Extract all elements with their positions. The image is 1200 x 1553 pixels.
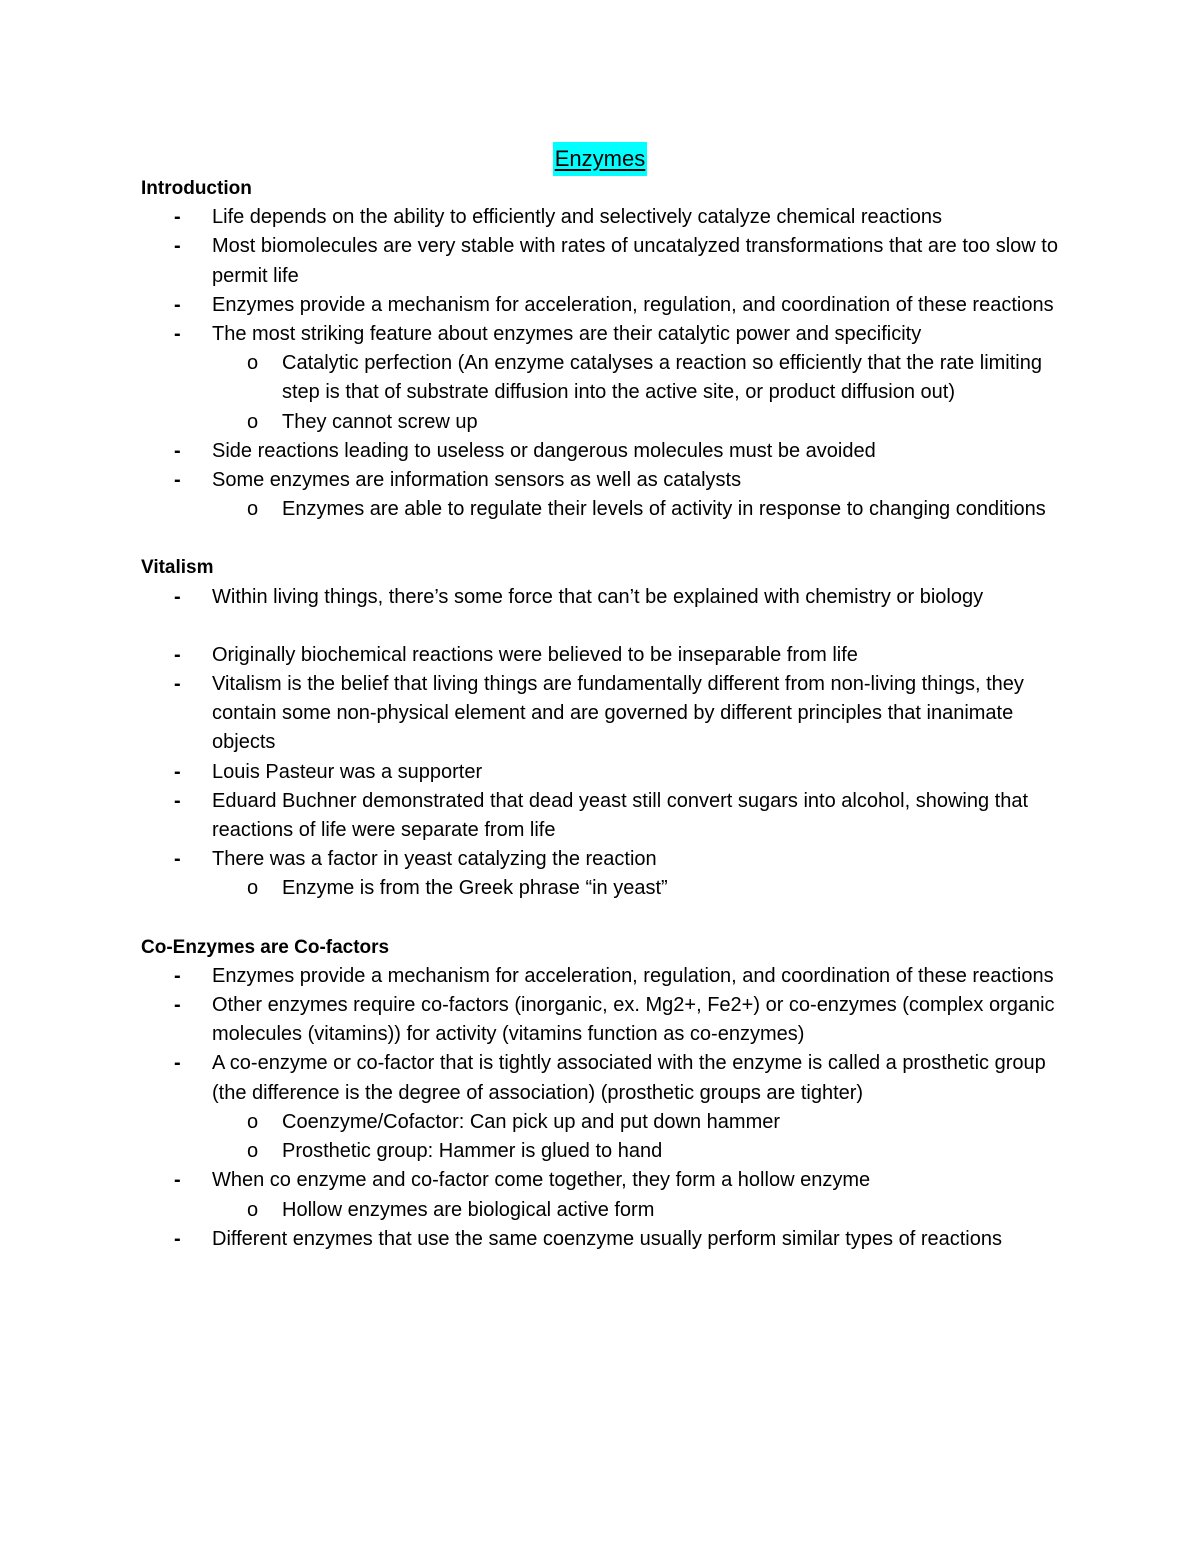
page-title: Enzymes [553, 142, 647, 176]
bullet-dash: - [174, 293, 181, 316]
list-item-text: They cannot screw up [282, 410, 478, 433]
title-wrap [0, 142, 1200, 176]
list-item [141, 670, 1081, 758]
blank-line [141, 612, 1081, 641]
sub-list-item [141, 408, 1081, 437]
list-item-text: Within living things, there’s some force that can’t be explained with chemistry or biology [212, 585, 984, 608]
bullet-dash: - [174, 585, 181, 608]
bullet-circle: o [247, 498, 259, 521]
bullet-dash: - [174, 323, 181, 346]
bullet-dash: - [174, 848, 181, 871]
list-item-text: There was a factor in yeast catalyzing the reaction [212, 848, 657, 871]
list-item [141, 787, 1081, 845]
list-item-text: Coenzyme/Cofactor: Can pick up and put down hammer [282, 1110, 781, 1133]
list-item-text: Different enzymes that use the same coenzyme usually perform similar types of reactions [212, 1227, 1002, 1250]
list-item-text: Enzymes are able to regulate their levels of activity in response to changing conditions [282, 498, 1046, 521]
section-spacer [141, 524, 1081, 553]
bullet-dash: - [174, 1169, 181, 1192]
list-item [141, 466, 1081, 495]
list-item-text: The most striking feature about enzymes are their catalytic power and specificity [212, 323, 922, 346]
bullet-dash: - [174, 760, 181, 783]
sub-list-item [141, 1108, 1081, 1137]
section-heading-coenzymes: Co-Enzymes are Co-factors [141, 936, 390, 958]
sub-list-item [141, 874, 1081, 903]
list-item [141, 1049, 1081, 1107]
bullet-dash: - [174, 673, 181, 696]
list-item [141, 641, 1081, 670]
list-item [141, 991, 1081, 1049]
section-heading-introduction: Introduction [141, 178, 252, 199]
list-item-text: Originally biochemical reactions were believed to be inseparable from life [212, 643, 858, 666]
list-item-text: Enzymes provide a mechanism for acceleration, regulation, and coordination of these reactions [212, 964, 1054, 987]
list-item-text: Some enzymes are information sensors as well as catalysts [212, 469, 742, 492]
list-item [141, 203, 1081, 232]
list-item-text: Other enzymes require co-factors (inorganic, ex. Mg2+, Fe2+) or co-enzymes (complex organic molecules (vitamins)) for activity (vitamins function as co-enzymes) [212, 994, 1055, 1046]
bullet-dash: - [174, 964, 181, 987]
bullet-dash: - [174, 235, 181, 258]
list-item [141, 1225, 1081, 1254]
list-item-text: Most biomolecules are very stable with rates of uncatalyzed transformations that are too slow to permit life [212, 235, 1058, 287]
bullet-dash: - [174, 789, 181, 812]
list-item-text: Life depends on the ability to efficiently and selectively catalyze chemical reactions [212, 206, 943, 229]
bullet-circle: o [247, 877, 259, 900]
sub-list-item [141, 495, 1081, 524]
bullet-circle: o [247, 1198, 259, 1221]
list-item-text: When co enzyme and co-factor come together, they form a hollow enzyme [212, 1169, 871, 1192]
list-item [141, 962, 1081, 991]
list-item-text: A co-enzyme or co-factor that is tightly associated with the enzyme is called a prosthetic group (the difference is the degree of association) (prosthetic groups are tighter) [212, 1052, 1046, 1104]
bullet-dash: - [174, 469, 181, 492]
list-item-text: Hollow enzymes are biological active form [282, 1198, 655, 1221]
list-item-text: Side reactions leading to useless or dangerous molecules must be avoided [212, 439, 876, 462]
bullet-circle: o [247, 410, 259, 433]
list-item-text: Enzyme is from the Greek phrase “in yeast” [282, 877, 668, 900]
bullet-circle: o [247, 1110, 259, 1133]
bullet-dash: - [174, 994, 181, 1017]
list-item [141, 437, 1081, 466]
bullet-dash: - [174, 1052, 181, 1075]
document-body [141, 174, 1081, 1254]
sub-list-item [141, 1196, 1081, 1225]
bullet-circle: o [247, 352, 259, 375]
list-item [141, 232, 1081, 290]
list-item-text: Enzymes provide a mechanism for acceleration, regulation, and coordination of these reactions [212, 293, 1054, 316]
sub-list-item [141, 349, 1081, 407]
bullet-dash: - [174, 1227, 181, 1250]
sub-list-item [141, 1137, 1081, 1166]
list-item-text: Vitalism is the belief that living things are fundamentally different from non-living things, they contain some non-physical element and are governed by different principles that inanimate objects [212, 673, 1024, 754]
list-item-text: Catalytic perfection (An enzyme catalyses a reaction so efficiently that the rate limiting step is that of substrate diffusion into the active site, or product diffusion out) [282, 352, 1042, 404]
bullet-dash: - [174, 643, 181, 666]
list-item-text: Eduard Buchner demonstrated that dead yeast still convert sugars into alcohol, showing that reactions of life were separate from life [212, 789, 1029, 842]
list-item-text: Prosthetic group: Hammer is glued to hand [282, 1140, 663, 1163]
list-item [141, 583, 1081, 612]
list-item [141, 758, 1081, 787]
bullet-circle: o [247, 1140, 259, 1163]
list-item [141, 845, 1081, 874]
section-spacer [141, 904, 1081, 933]
list-item [141, 291, 1081, 320]
section-heading-vitalism: Vitalism [141, 557, 214, 579]
bullet-dash: - [174, 439, 181, 462]
bullet-dash: - [174, 206, 181, 229]
list-item-text: Louis Pasteur was a supporter [212, 760, 483, 783]
list-item [141, 320, 1081, 349]
list-item [141, 1166, 1081, 1195]
